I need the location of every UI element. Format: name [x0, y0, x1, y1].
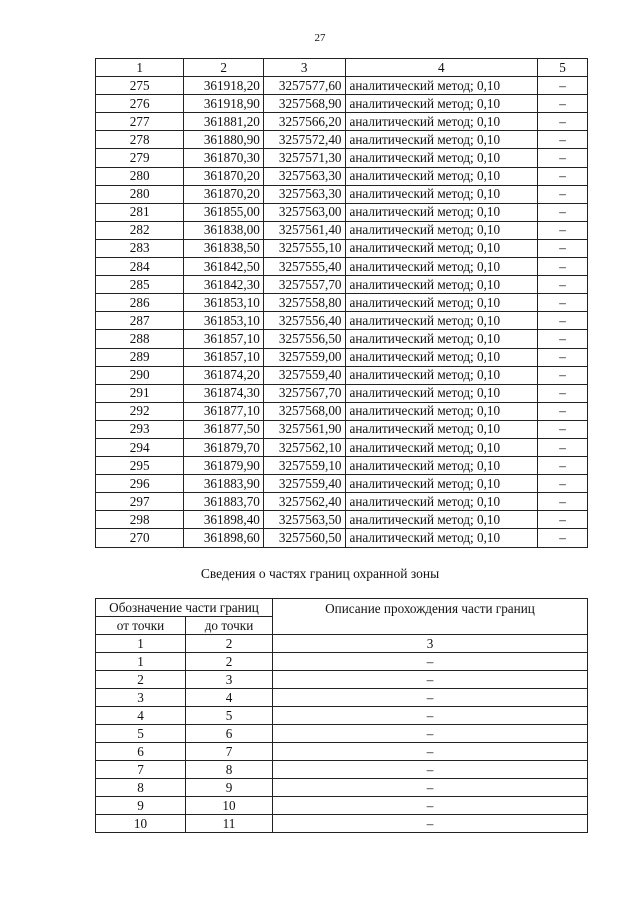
table-row	[96, 258, 588, 276]
coord-x-cell: 361880,90	[184, 131, 264, 149]
table-row	[96, 438, 588, 456]
method-accuracy-cell: аналитический метод; 0,10	[345, 95, 538, 113]
description-cell: –	[273, 815, 588, 833]
method-accuracy-cell: аналитический метод; 0,10	[345, 312, 538, 330]
note-cell: –	[538, 348, 588, 366]
coord-y-cell: 3257571,30	[263, 149, 345, 167]
coord-y-cell: 3257558,80	[263, 294, 345, 312]
method-accuracy-cell: аналитический метод; 0,10	[345, 221, 538, 239]
coordinates-header-row	[96, 59, 588, 77]
note-cell: –	[538, 185, 588, 203]
coord-y-cell: 3257557,70	[263, 276, 345, 294]
coord-y-cell: 3257577,60	[263, 77, 345, 95]
method-accuracy-cell: аналитический метод; 0,10	[345, 511, 538, 529]
method-accuracy-cell: аналитический метод; 0,10	[345, 420, 538, 438]
note-cell: –	[538, 366, 588, 384]
method-accuracy-cell: аналитический метод; 0,10	[345, 384, 538, 402]
coord-y-cell: 3257563,30	[263, 167, 345, 185]
method-accuracy-cell: аналитический метод; 0,10	[345, 294, 538, 312]
coord-x-cell: 361857,10	[184, 348, 264, 366]
coord-x-cell: 361898,60	[184, 529, 264, 547]
point-number-cell: 286	[96, 294, 184, 312]
coord-x-cell: 361918,90	[184, 95, 264, 113]
col-header: 1	[96, 59, 184, 77]
coord-y-cell: 3257567,70	[263, 384, 345, 402]
note-cell: –	[538, 420, 588, 438]
note-cell: –	[538, 77, 588, 95]
point-number-cell: 292	[96, 402, 184, 420]
table-row	[96, 131, 588, 149]
method-accuracy-cell: аналитический метод; 0,10	[345, 149, 538, 167]
to-point-cell: 5	[186, 707, 273, 725]
table-row	[96, 167, 588, 185]
note-cell: –	[538, 312, 588, 330]
point-number-cell: 277	[96, 113, 184, 131]
point-number-cell: 298	[96, 511, 184, 529]
table-row	[96, 348, 588, 366]
coord-y-cell: 3257559,10	[263, 457, 345, 475]
description-cell: –	[273, 671, 588, 689]
table-row	[96, 671, 588, 689]
from-point-cell: 7	[96, 761, 186, 779]
to-point-cell: 11	[186, 815, 273, 833]
note-cell: –	[538, 95, 588, 113]
table-row	[96, 366, 588, 384]
method-accuracy-cell: аналитический метод; 0,10	[345, 276, 538, 294]
table-row	[96, 815, 588, 833]
table-row	[96, 384, 588, 402]
table-row	[96, 761, 588, 779]
point-number-cell: 285	[96, 276, 184, 294]
to-point-cell: 8	[186, 761, 273, 779]
coord-x-cell: 361877,10	[184, 402, 264, 420]
method-accuracy-cell: аналитический метод; 0,10	[345, 77, 538, 95]
coord-x-cell: 361881,20	[184, 113, 264, 131]
parts-header-row	[96, 599, 588, 617]
table-row	[96, 294, 588, 312]
table-row	[96, 743, 588, 761]
method-accuracy-cell: аналитический метод; 0,10	[345, 239, 538, 257]
note-cell: –	[538, 493, 588, 511]
table-row	[96, 511, 588, 529]
table-row	[96, 420, 588, 438]
table-row	[96, 185, 588, 203]
col-header: 4	[345, 59, 538, 77]
coord-x-cell: 361918,20	[184, 77, 264, 95]
description-cell: –	[273, 743, 588, 761]
from-point-cell: 8	[96, 779, 186, 797]
from-point-cell: 2	[96, 671, 186, 689]
point-number-cell: 295	[96, 457, 184, 475]
coord-y-cell: 3257556,40	[263, 312, 345, 330]
point-number-cell: 278	[96, 131, 184, 149]
coord-x-cell: 361879,90	[184, 457, 264, 475]
to-point-cell: 7	[186, 743, 273, 761]
table-row	[96, 779, 588, 797]
note-cell: –	[538, 330, 588, 348]
table-row	[96, 689, 588, 707]
description-cell: –	[273, 707, 588, 725]
coord-y-cell: 3257555,40	[263, 258, 345, 276]
point-number-cell: 276	[96, 95, 184, 113]
coord-x-cell: 361853,10	[184, 312, 264, 330]
col-header: 5	[538, 59, 588, 77]
from-point-header: от точки	[96, 617, 186, 635]
coord-y-cell: 3257563,50	[263, 511, 345, 529]
coord-y-cell: 3257561,40	[263, 221, 345, 239]
coord-y-cell: 3257559,40	[263, 475, 345, 493]
note-cell: –	[538, 511, 588, 529]
method-accuracy-cell: аналитический метод; 0,10	[345, 258, 538, 276]
from-point-cell: 9	[96, 797, 186, 815]
coord-y-cell: 3257568,90	[263, 95, 345, 113]
point-number-cell: 280	[96, 185, 184, 203]
table-row	[96, 312, 588, 330]
method-accuracy-cell: аналитический метод; 0,10	[345, 457, 538, 475]
boundary-parts-table	[95, 598, 588, 833]
note-cell: –	[538, 475, 588, 493]
table-row	[96, 475, 588, 493]
to-point-cell: 4	[186, 689, 273, 707]
note-cell: –	[538, 457, 588, 475]
note-cell: –	[538, 384, 588, 402]
description-cell: –	[273, 725, 588, 743]
method-accuracy-cell: аналитический метод; 0,10	[345, 493, 538, 511]
method-accuracy-cell: аналитический метод; 0,10	[345, 167, 538, 185]
from-point-cell: 4	[96, 707, 186, 725]
coord-x-cell: 361879,70	[184, 438, 264, 456]
to-point-cell: 6	[186, 725, 273, 743]
method-accuracy-cell: аналитический метод; 0,10	[345, 529, 538, 547]
coord-x-cell: 361874,30	[184, 384, 264, 402]
coordinates-table	[95, 58, 588, 548]
point-number-cell: 287	[96, 312, 184, 330]
table-row	[96, 95, 588, 113]
method-accuracy-cell: аналитический метод; 0,10	[345, 366, 538, 384]
point-number-cell: 279	[96, 149, 184, 167]
coord-x-cell: 361842,50	[184, 258, 264, 276]
point-number-cell: 289	[96, 348, 184, 366]
coord-x-cell: 361870,20	[184, 185, 264, 203]
table-row	[96, 725, 588, 743]
parts-numbering-row	[96, 635, 588, 653]
note-cell: –	[538, 239, 588, 257]
point-number-cell: 280	[96, 167, 184, 185]
description-cell: –	[273, 653, 588, 671]
note-cell: –	[538, 276, 588, 294]
from-point-cell: 3	[96, 689, 186, 707]
coord-x-cell: 361898,40	[184, 511, 264, 529]
note-cell: –	[538, 131, 588, 149]
table-row	[96, 402, 588, 420]
coord-y-cell: 3257562,10	[263, 438, 345, 456]
method-accuracy-cell: аналитический метод; 0,10	[345, 475, 538, 493]
coord-y-cell: 3257566,20	[263, 113, 345, 131]
from-point-cell: 6	[96, 743, 186, 761]
coord-x-cell: 361855,00	[184, 203, 264, 221]
description-cell: –	[273, 689, 588, 707]
method-accuracy-cell: аналитический метод; 0,10	[345, 203, 538, 221]
coord-y-cell: 3257556,50	[263, 330, 345, 348]
note-cell: –	[538, 402, 588, 420]
note-cell: –	[538, 221, 588, 239]
note-cell: –	[538, 149, 588, 167]
from-point-cell: 5	[96, 725, 186, 743]
table-row	[96, 797, 588, 815]
section-title: Сведения о частях границ охранной зоны	[200, 566, 440, 581]
point-number-cell: 284	[96, 258, 184, 276]
note-cell: –	[538, 438, 588, 456]
coord-x-cell: 361857,10	[184, 330, 264, 348]
column-number: 3	[273, 635, 588, 653]
coord-y-cell: 3257561,90	[263, 420, 345, 438]
table-row	[96, 276, 588, 294]
note-cell: –	[538, 258, 588, 276]
col-header: 2	[184, 59, 264, 77]
description-header: Описание прохождения части границ	[273, 599, 588, 635]
table-row	[96, 493, 588, 511]
coord-x-cell: 361853,10	[184, 294, 264, 312]
coord-y-cell: 3257562,40	[263, 493, 345, 511]
table-row	[96, 529, 588, 547]
point-number-cell: 297	[96, 493, 184, 511]
table-row	[96, 653, 588, 671]
coord-x-cell: 361883,70	[184, 493, 264, 511]
coord-y-cell: 3257555,10	[263, 239, 345, 257]
designation-header: Обозначение части границ	[96, 599, 273, 617]
coord-x-cell: 361838,50	[184, 239, 264, 257]
coord-x-cell: 361870,20	[184, 167, 264, 185]
page-number: 27	[314, 32, 326, 44]
table-row	[96, 221, 588, 239]
coord-x-cell: 361842,30	[184, 276, 264, 294]
table-row	[96, 203, 588, 221]
table-row	[96, 149, 588, 167]
column-number: 1	[96, 635, 186, 653]
coord-y-cell: 3257563,00	[263, 203, 345, 221]
note-cell: –	[538, 294, 588, 312]
point-number-cell: 270	[96, 529, 184, 547]
method-accuracy-cell: аналитический метод; 0,10	[345, 113, 538, 131]
method-accuracy-cell: аналитический метод; 0,10	[345, 438, 538, 456]
coord-x-cell: 361874,20	[184, 366, 264, 384]
point-number-cell: 290	[96, 366, 184, 384]
description-cell: –	[273, 797, 588, 815]
point-number-cell: 294	[96, 438, 184, 456]
table-row	[96, 77, 588, 95]
coord-y-cell: 3257559,00	[263, 348, 345, 366]
table-row	[96, 113, 588, 131]
table-row	[96, 457, 588, 475]
method-accuracy-cell: аналитический метод; 0,10	[345, 348, 538, 366]
coord-y-cell: 3257568,00	[263, 402, 345, 420]
note-cell: –	[538, 203, 588, 221]
coord-x-cell: 361838,00	[184, 221, 264, 239]
col-header: 3	[263, 59, 345, 77]
point-number-cell: 281	[96, 203, 184, 221]
from-point-cell: 1	[96, 653, 186, 671]
table-row	[96, 239, 588, 257]
point-number-cell: 293	[96, 420, 184, 438]
table-row	[96, 330, 588, 348]
to-point-cell: 3	[186, 671, 273, 689]
coord-x-cell: 361877,50	[184, 420, 264, 438]
coord-x-cell: 361883,90	[184, 475, 264, 493]
note-cell: –	[538, 529, 588, 547]
method-accuracy-cell: аналитический метод; 0,10	[345, 185, 538, 203]
to-point-header: до точки	[186, 617, 273, 635]
note-cell: –	[538, 167, 588, 185]
note-cell: –	[538, 113, 588, 131]
table-row	[96, 707, 588, 725]
column-number: 2	[186, 635, 273, 653]
to-point-cell: 9	[186, 779, 273, 797]
point-number-cell: 283	[96, 239, 184, 257]
to-point-cell: 2	[186, 653, 273, 671]
coord-y-cell: 3257563,30	[263, 185, 345, 203]
coord-y-cell: 3257572,40	[263, 131, 345, 149]
point-number-cell: 296	[96, 475, 184, 493]
point-number-cell: 291	[96, 384, 184, 402]
coord-y-cell: 3257560,50	[263, 529, 345, 547]
from-point-cell: 10	[96, 815, 186, 833]
to-point-cell: 10	[186, 797, 273, 815]
description-cell: –	[273, 779, 588, 797]
method-accuracy-cell: аналитический метод; 0,10	[345, 330, 538, 348]
method-accuracy-cell: аналитический метод; 0,10	[345, 131, 538, 149]
point-number-cell: 288	[96, 330, 184, 348]
point-number-cell: 275	[96, 77, 184, 95]
method-accuracy-cell: аналитический метод; 0,10	[345, 402, 538, 420]
point-number-cell: 282	[96, 221, 184, 239]
description-cell: –	[273, 761, 588, 779]
coord-y-cell: 3257559,40	[263, 366, 345, 384]
coord-x-cell: 361870,30	[184, 149, 264, 167]
